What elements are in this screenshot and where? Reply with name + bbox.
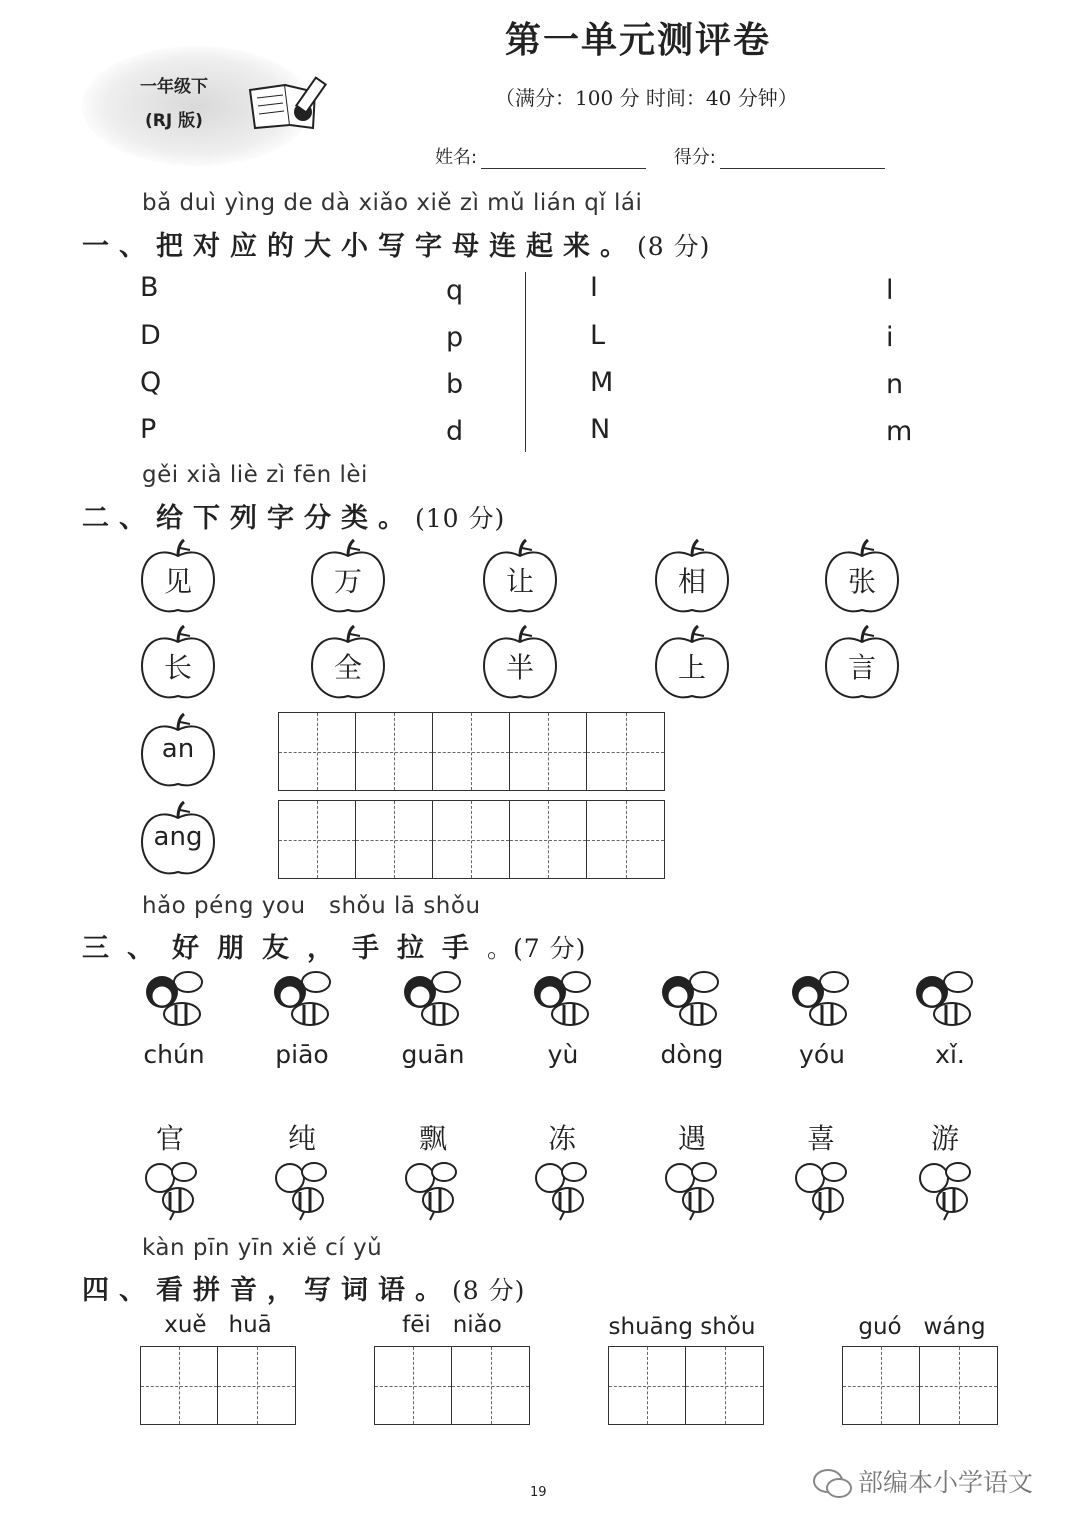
- q1-left-upper-2[interactable]: Q: [140, 367, 162, 398]
- writing-cell[interactable]: [452, 1347, 529, 1424]
- q3-char-0[interactable]: 官: [155, 1122, 184, 1155]
- q2-apple-8[interactable]: [652, 624, 732, 704]
- bee-outline-icon: [790, 1158, 852, 1224]
- q3-pinyin-1[interactable]: piāo: [275, 1040, 329, 1069]
- bee-outline-icon: [660, 1158, 722, 1224]
- bee-icon: [528, 968, 598, 1034]
- q1-left-lower-1[interactable]: p: [446, 322, 464, 353]
- q1-right-upper-2[interactable]: M: [590, 367, 614, 398]
- page-number: 19: [530, 1485, 547, 1500]
- score-field[interactable]: [720, 152, 885, 169]
- q1-title-text: 一、把对应的大小写字母连起来。: [82, 231, 637, 262]
- q4-points: (8 分): [452, 1276, 526, 1305]
- q3-char-6[interactable]: 游: [930, 1122, 959, 1155]
- q3-char-5[interactable]: 喜: [806, 1122, 835, 1155]
- name-score-row: [435, 143, 907, 169]
- bee-outline-icon: [140, 1158, 202, 1224]
- name-field[interactable]: [481, 152, 646, 169]
- q3-pinyin-5[interactable]: yóu: [799, 1040, 845, 1069]
- writing-cell[interactable]: [356, 801, 433, 878]
- bee-icon: [786, 968, 856, 1034]
- bee-icon: [656, 968, 726, 1034]
- q4-title: [82, 1268, 525, 1307]
- q2-apple-0[interactable]: [138, 538, 218, 618]
- q2-char: 见: [163, 565, 192, 598]
- q2-char: 长: [163, 651, 192, 684]
- q4-word-pinyin-2: shuāng shǒu: [608, 1314, 756, 1340]
- writing-cell[interactable]: [433, 713, 510, 790]
- category-label: ang: [153, 822, 203, 852]
- edition-label: (RJ 版): [145, 111, 203, 131]
- name-label: 姓名:: [435, 147, 478, 168]
- q1-left-upper-1[interactable]: D: [140, 320, 161, 351]
- bee-icon: [140, 968, 210, 1034]
- q1-left-upper-3[interactable]: P: [140, 414, 157, 445]
- grade-label: 一年级下: [140, 77, 208, 97]
- bee-outline-icon: [530, 1158, 592, 1224]
- q1-left-lower-2[interactable]: b: [446, 369, 464, 400]
- q1-right-upper-3[interactable]: N: [590, 414, 611, 445]
- writing-cell[interactable]: [375, 1347, 452, 1424]
- q4-word-pinyin-0: xuě huā: [164, 1312, 272, 1338]
- q2-apple-9[interactable]: [822, 624, 902, 704]
- writing-cell[interactable]: [609, 1347, 686, 1424]
- q1-right-lower-2[interactable]: n: [886, 369, 904, 400]
- q2-category-an: [138, 712, 218, 792]
- writing-cell[interactable]: [433, 801, 510, 878]
- q2-char: 让: [505, 565, 534, 598]
- q1-right-upper-1[interactable]: L: [590, 320, 606, 351]
- q2-title: [82, 496, 505, 535]
- q3-pinyin-2[interactable]: guān: [401, 1040, 465, 1069]
- page-subtitle: （满分：100 分 时间：40 分钟）: [495, 86, 798, 110]
- q3-title-text: 三、好朋友，手拉手: [82, 933, 487, 964]
- writing-cell[interactable]: [510, 801, 587, 878]
- q3-char-2[interactable]: 飘: [418, 1122, 447, 1155]
- bee-icon: [268, 968, 338, 1034]
- q4-grid-3[interactable]: [842, 1346, 998, 1425]
- bee-outline-icon: [914, 1158, 976, 1224]
- bee-outline-icon: [400, 1158, 462, 1224]
- q4-word-pinyin-1: fēi niǎo: [402, 1312, 502, 1338]
- page-title: 第一单元测评卷: [505, 19, 772, 61]
- writing-cell[interactable]: [843, 1347, 920, 1424]
- q2-apple-2[interactable]: [480, 538, 560, 618]
- q3-pinyin-0[interactable]: chún: [143, 1040, 205, 1069]
- q2-char: 半: [505, 651, 534, 684]
- q4-pinyin: kàn pīn yīn xiě cí yǔ: [142, 1235, 383, 1261]
- q2-char: 全: [333, 651, 362, 684]
- q1-right-upper-0[interactable]: I: [590, 272, 598, 303]
- q2-category-ang: [138, 800, 218, 880]
- wechat-icon: [812, 1468, 854, 1500]
- q2-apple-3[interactable]: [652, 538, 732, 618]
- q4-word-pinyin-3: guó wáng: [858, 1314, 986, 1340]
- q2-apple-6[interactable]: [308, 624, 388, 704]
- q3-pinyin-6[interactable]: xǐ.: [935, 1040, 965, 1069]
- q3-char-3[interactable]: 冻: [547, 1122, 576, 1155]
- writing-cell[interactable]: [587, 713, 664, 790]
- q2-apple-5[interactable]: [138, 624, 218, 704]
- q4-title-text: 四、看拼音，写词语。: [82, 1275, 452, 1306]
- bee-outline-icon: [270, 1158, 332, 1224]
- q1-right-lower-0[interactable]: l: [886, 275, 894, 306]
- q3-points: 。(7 分): [487, 934, 587, 963]
- q1-right-lower-1[interactable]: i: [886, 322, 894, 353]
- writing-cell[interactable]: [279, 801, 356, 878]
- q1-right-lower-3[interactable]: m: [886, 416, 913, 447]
- q2-ang-grid[interactable]: [278, 800, 665, 879]
- q1-divider: [525, 272, 526, 452]
- q1-pinyin: bǎ duì yìng de dà xiǎo xiě zì mǔ lián qǐ lái: [142, 190, 643, 216]
- bee-icon: [910, 968, 980, 1034]
- q2-apple-1[interactable]: [308, 538, 388, 618]
- book-pencil-icon: [245, 70, 340, 130]
- q3-pinyin-a: hǎo péng you: [142, 893, 306, 919]
- q4-grid-1[interactable]: [374, 1346, 530, 1425]
- writing-cell[interactable]: [920, 1347, 997, 1424]
- writing-cell[interactable]: [587, 801, 664, 878]
- q2-an-grid[interactable]: [278, 712, 665, 791]
- score-label: 得分:: [673, 147, 716, 168]
- q2-char: 万: [333, 565, 362, 598]
- q2-apple-7[interactable]: [480, 624, 560, 704]
- q3-pinyin-3[interactable]: yù: [547, 1040, 579, 1069]
- category-label: an: [161, 734, 195, 764]
- writing-cell[interactable]: [218, 1347, 295, 1424]
- q4-grid-0[interactable]: [140, 1346, 296, 1425]
- q2-char: 张: [847, 565, 876, 598]
- q1-left-lower-0[interactable]: q: [446, 275, 464, 306]
- q1-points: (8 分): [637, 232, 711, 261]
- q3-pinyin-b: shǒu lā shǒu: [329, 893, 481, 919]
- q2-char: 上: [677, 651, 706, 684]
- writing-cell[interactable]: [141, 1347, 218, 1424]
- bee-icon: [398, 968, 468, 1034]
- q1-left-upper-0[interactable]: B: [140, 272, 159, 303]
- q1-title: [82, 224, 710, 263]
- watermark: 部编本小学语文: [858, 1468, 1034, 1497]
- q1-left-lower-3[interactable]: d: [446, 416, 464, 447]
- q3-char-4[interactable]: 遇: [677, 1122, 706, 1155]
- q2-char: 相: [677, 565, 706, 598]
- writing-cell[interactable]: [279, 713, 356, 790]
- q3-title: [82, 926, 586, 965]
- q3-char-1[interactable]: 纯: [287, 1122, 316, 1155]
- q2-char: 言: [847, 651, 876, 684]
- q3-pinyin-4[interactable]: dòng: [660, 1040, 724, 1069]
- q4-grid-2[interactable]: [608, 1346, 764, 1425]
- q3-pinyin: [142, 893, 481, 919]
- q2-points: (10 分): [415, 504, 506, 533]
- q2-pinyin: gěi xià liè zì fēn lèi: [142, 462, 368, 488]
- writing-cell[interactable]: [356, 713, 433, 790]
- q2-title-text: 二、给下列字分类。: [82, 503, 415, 534]
- writing-cell[interactable]: [510, 713, 587, 790]
- q2-apple-4[interactable]: [822, 538, 902, 618]
- writing-cell[interactable]: [686, 1347, 763, 1424]
